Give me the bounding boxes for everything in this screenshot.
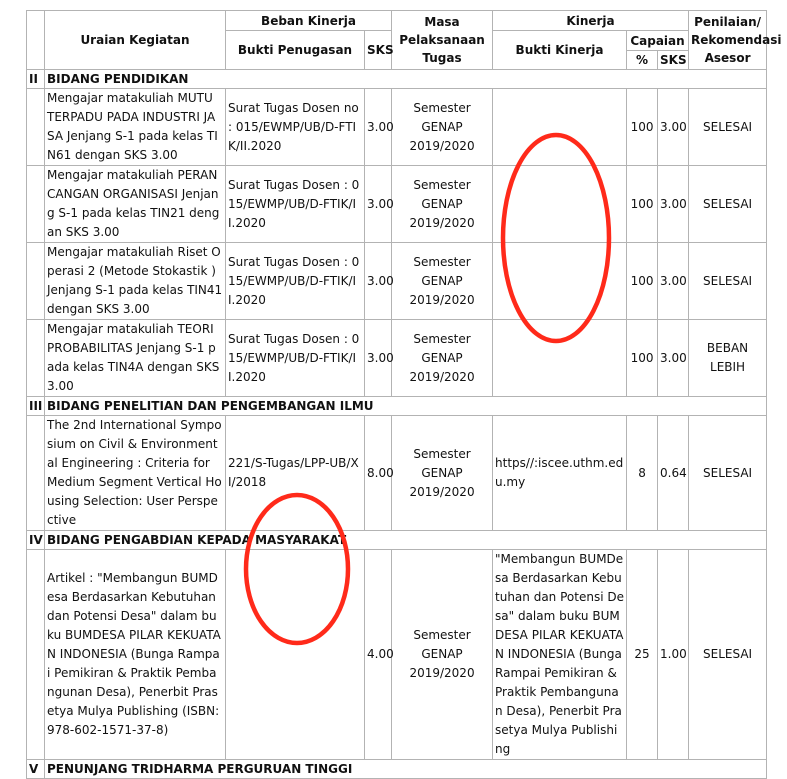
sks-cell: 3.00: [365, 89, 392, 166]
bukti-kinerja-cell: [493, 89, 627, 166]
penilaian-cell: SELESAI: [689, 243, 767, 320]
table-row: [27, 166, 767, 243]
header-bukti-penugasan: Bukti Penugasan: [226, 31, 365, 70]
bukti-kinerja-cell: [493, 243, 627, 320]
sks-capaian-cell: 3.00: [658, 320, 689, 397]
uraian-cell: Artikel : "Membangun BUMDesa Berdasarkan Kebutuhan dan Potensi Desa" dalam buku BUMDESA PILAR KEKUATAN INDONESIA (Bunga Rampai Pemikiran & Praktik Pembangunan Desa), Penerbit Prasetya Mulya Publishing (ISBN: 978-602-1571-37-8): [45, 550, 226, 760]
uraian-cell: Mengajar matakuliah Riset Operasi 2 (Metode Stokastik ) Jenjang S-1 pada kelas TIN41 dengan SKS 3.00: [45, 243, 226, 320]
section-row: [27, 397, 767, 416]
header-persen: %: [627, 51, 658, 70]
section-row: [27, 531, 767, 550]
section-roman: IV: [27, 531, 45, 550]
sks-capaian-cell: 3.00: [658, 243, 689, 320]
masa-cell: Semester GENAP 2019/2020: [392, 416, 493, 531]
sks-cell: 3.00: [365, 320, 392, 397]
masa-cell: Semester GENAP 2019/2020: [392, 550, 493, 760]
uraian-cell: Mengajar matakuliah PERANCANGAN ORGANISASI Jenjang S-1 pada kelas TIN21 dengan SKS 3.00: [45, 166, 226, 243]
penilaian-cell: SELESAI: [689, 166, 767, 243]
header-beban: Beban Kinerja: [226, 11, 392, 31]
sks-cell: 3.00: [365, 166, 392, 243]
masa-cell: Semester GENAP 2019/2020: [392, 243, 493, 320]
section-row: [27, 70, 767, 89]
header-masa: Masa Pelaksanaan Tugas: [392, 11, 493, 70]
sks-cell: 4.00: [365, 550, 392, 760]
penilaian-cell: SELESAI: [689, 416, 767, 531]
table-row: [27, 89, 767, 166]
evaluation-table: [26, 10, 782, 779]
masa-cell: Semester GENAP 2019/2020: [392, 166, 493, 243]
section-row: [27, 760, 767, 779]
header-kinerja: Kinerja: [493, 11, 689, 31]
sks-capaian-cell: 3.00: [658, 89, 689, 166]
persen-cell: 100: [627, 89, 658, 166]
table-row: [27, 320, 767, 397]
section-title: BIDANG PENELITIAN DAN PENGEMBANGAN ILMU: [45, 397, 767, 416]
bukti-cell: Surat Tugas Dosen : 015/EWMP/UB/D-FTIK/II.2020: [226, 243, 365, 320]
sks-capaian-cell: 3.00: [658, 166, 689, 243]
sks-capaian-cell: 1.00: [658, 550, 689, 760]
bukti-kinerja-cell: "Membangun BUMDesa Berdasarkan Kebutuhan dan Potensi Desa" dalam buku BUMDESA PILAR KEKUATAN INDONESIA (Bunga Rampai Pemikiran & Praktik Pembangunan Desa), Penerbit Prasetya Mulya Publishing: [493, 550, 627, 760]
bukti-kinerja-cell: https//:iscee.uthm.edu.my: [493, 416, 627, 531]
bukti-kinerja-cell: [493, 166, 627, 243]
uraian-cell: The 2nd International Symposium on Civil & Environmental Engineering : Criteria for Medium Segment Vertical Housing Selection: User Perspective: [45, 416, 226, 531]
bukti-cell: Surat Tugas Dosen no : 015/EWMP/UB/D-FTIK/II.2020: [226, 89, 365, 166]
section-roman: III: [27, 397, 45, 416]
section-title: BIDANG PENDIDIKAN: [45, 70, 767, 89]
header-sks-capaian: SKS: [658, 51, 689, 70]
sks-cell: 3.00: [365, 243, 392, 320]
table-row: [27, 416, 767, 531]
persen-cell: 100: [627, 320, 658, 397]
header-capaian: Capaian: [627, 31, 689, 51]
persen-cell: 25: [627, 550, 658, 760]
section-title: BIDANG PENGABDIAN KEPADA MASYARAKAT: [45, 531, 767, 550]
bukti-cell: Surat Tugas Dosen : 015/EWMP/UB/D-FTIK/II.2020: [226, 166, 365, 243]
section-roman: V: [27, 760, 45, 779]
table-row: [27, 243, 767, 320]
uraian-cell: Mengajar matakuliah TEORI PROBABILITAS Jenjang S-1 pada kelas TIN4A dengan SKS 3.00: [45, 320, 226, 397]
masa-cell: Semester GENAP 2019/2020: [392, 89, 493, 166]
bukti-cell: Surat Tugas Dosen : 015/EWMP/UB/D-FTIK/II.2020: [226, 320, 365, 397]
persen-cell: 100: [627, 166, 658, 243]
penilaian-cell: SELESAI: [689, 89, 767, 166]
section-roman: II: [27, 70, 45, 89]
header-uraian: Uraian Kegiatan: [45, 11, 226, 70]
penilaian-cell: BEBAN LEBIH: [689, 320, 767, 397]
sks-capaian-cell: 0.64: [658, 416, 689, 531]
header-penilaian: Penilaian/ Rekomendasi Asesor: [689, 11, 767, 70]
header-no: [27, 11, 45, 70]
sks-cell: 8.00: [365, 416, 392, 531]
masa-cell: Semester GENAP 2019/2020: [392, 320, 493, 397]
uraian-cell: Mengajar matakuliah MUTU TERPADU PADA INDUSTRI JASA Jenjang S-1 pada kelas TIN61 dengan SKS 3.00: [45, 89, 226, 166]
header-bukti-kinerja: Bukti Kinerja: [493, 31, 627, 70]
persen-cell: 8: [627, 416, 658, 531]
bukti-cell: [226, 550, 365, 760]
table-row: [27, 550, 767, 760]
persen-cell: 100: [627, 243, 658, 320]
section-title: PENUNJANG TRIDHARMA PERGURUAN TINGGI: [45, 760, 767, 779]
bukti-kinerja-cell: [493, 320, 627, 397]
penilaian-cell: SELESAI: [689, 550, 767, 760]
bukti-cell: 221/S-Tugas/LPP-UB/XI/2018: [226, 416, 365, 531]
header-sks: SKS: [365, 31, 392, 70]
